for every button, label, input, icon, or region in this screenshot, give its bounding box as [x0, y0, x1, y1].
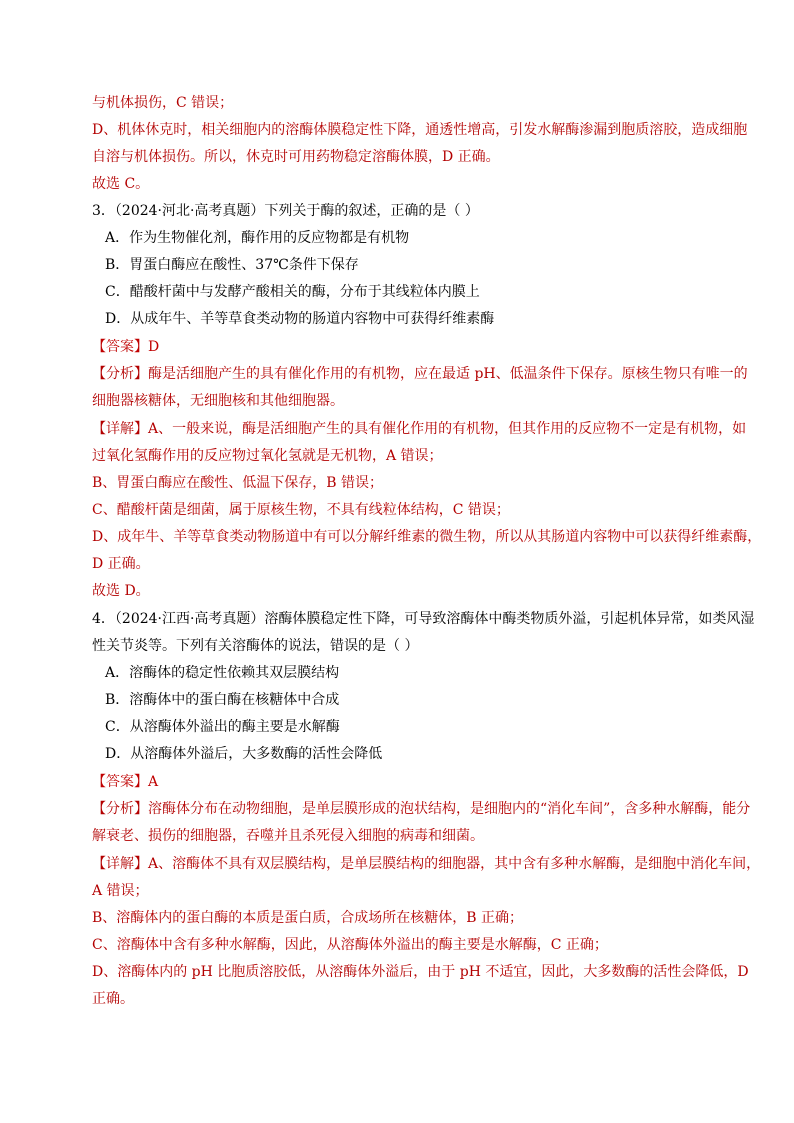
text-line: D 正确。 [92, 556, 150, 572]
analysis-tag: 【分析】 [92, 801, 148, 817]
detail-tag: 【详解】 [92, 856, 148, 872]
text-line: 与机体损伤，C 错误； [92, 95, 234, 111]
detail-text: A、一般来说，酶是活细胞产生的具有催化作用的有机物，但其作用的反应物不一定是有机物，如 [148, 421, 747, 437]
analysis-text: 酶是活细胞产生的具有催化作用的有机物，应在最适 pH、低温条件下保存。原核生物只有唯一的 [148, 366, 748, 382]
text-line: C、醋酸杆菌是细菌，属于原核生物，不具有线粒体结构，C 错误； [92, 502, 510, 518]
question-4-option-a: A．溶酶体的稳定性依赖其双层膜结构 [105, 665, 340, 681]
text-line: 故选 C。 [92, 176, 150, 192]
text-line: 解衰老、损伤的细胞器，吞噬并且杀死侵入细胞的病毒和细菌。 [92, 828, 484, 844]
question-3-analysis [92, 365, 748, 383]
text-line: B、溶酶体内的蛋白酶的本质是蛋白质，合成场所在核糖体，B 正确； [92, 910, 524, 926]
question-4-analysis [92, 800, 750, 818]
answer-tag: 【答案】 [92, 774, 148, 790]
answer-value: A [148, 774, 159, 790]
question-3-option-a: A．作为生物催化剂，酶作用的反应物都是有机物 [105, 230, 410, 246]
question-4-stem: 4．（2024·江西·高考真题）溶酶体膜稳定性下降，可导致溶酶体中酶类物质外溢，引起机体异常，如类风湿 [92, 611, 755, 627]
question-3-option-c: C．醋酸杆菌中与发酵产酸相关的酶，分布于其线粒体内膜上 [105, 284, 480, 300]
question-4-option-c: C．从溶酶体外溢出的酶主要是水解酶 [105, 719, 340, 735]
text-line: 细胞器核糖体，无细胞核和其他细胞器。 [92, 393, 344, 409]
question-4-stem-cont: 性关节炎等。下列有关溶酶体的说法，错误的是（ ） [92, 638, 419, 654]
answer-tag: 【答案】 [92, 339, 148, 355]
question-3-detail [92, 420, 746, 438]
text-line: 正确。 [92, 991, 134, 1007]
text-line: 故选 D。 [92, 583, 150, 599]
analysis-tag: 【分析】 [92, 366, 148, 382]
question-4-option-b: B．溶酶体中的蛋白酶在核糖体中合成 [105, 692, 340, 708]
question-4-option-d: D．从溶酶体外溢后，大多数酶的活性会降低 [105, 746, 383, 762]
detail-text: A、溶酶体不具有双层膜结构，是单层膜结构的细胞器，其中含有多种水解酶，是细胞中消化车间， [148, 856, 761, 872]
question-4-answer [92, 773, 158, 791]
text-line: 过氧化氢酶作用的反应物过氧化氢就是无机物，A 错误； [92, 448, 443, 464]
text-line: B、胃蛋白酶应在酸性、低温下保存，B 错误； [92, 475, 384, 491]
text-line: D、溶酶体内的 pH 比胞质溶胶低，从溶酶体外溢后，由于 pH 不适宜，因此，大多数酶的活性会降低，D [92, 964, 749, 980]
detail-tag: 【详解】 [92, 421, 148, 437]
answer-value: D [148, 339, 160, 355]
analysis-text: 溶酶体分布在动物细胞，是单层膜形成的泡状结构，是细胞内的“消化车间”，含多种水解酶，能分 [148, 801, 751, 817]
text-line: A 错误； [92, 883, 149, 899]
question-3-answer [92, 338, 159, 356]
text-line: 自溶与机体损伤。所以，休克时可用药物稳定溶酶体膜，D 正确。 [92, 149, 500, 165]
text-line: D、机体休克时，相关细胞内的溶酶体膜稳定性下降，通透性增高，引发水解酶渗漏到胞质溶胶，造成细胞 [92, 122, 748, 138]
question-3-option-d: D．从成年牛、羊等草食类动物的肠道内容物中可获得纤维素酶 [105, 311, 495, 327]
question-4-detail [92, 855, 760, 873]
question-3-stem: 3．（2024·河北·高考真题）下列关于酶的叙述，正确的是（ ） [92, 203, 479, 219]
question-3-option-b: B．胃蛋白酶应在酸性、37℃条件下保存 [105, 257, 359, 273]
text-line: D、成年牛、羊等草食类动物肠道中有可以分解纤维素的微生物，所以从其肠道内容物中可以获得纤维素酶， [92, 529, 762, 545]
text-line: C、溶酶体中含有多种水解酶，因此，从溶酶体外溢出的酶主要是水解酶，C 正确； [92, 937, 608, 953]
